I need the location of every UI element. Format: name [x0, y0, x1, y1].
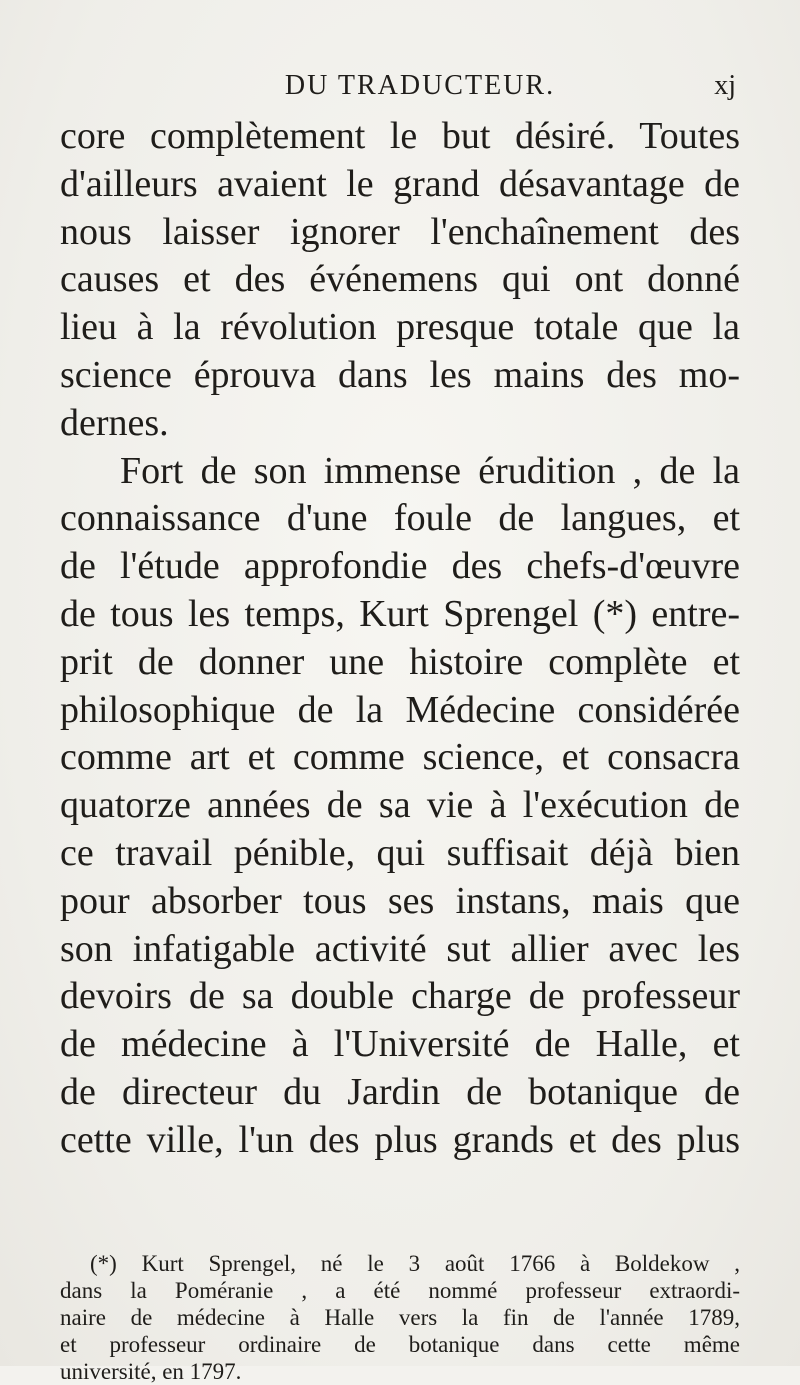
footnote: [60, 1250, 740, 1385]
text-line: connaissance d'une foule de langues, et: [60, 497, 740, 540]
text-line: prit de donner une histoire complète et: [60, 640, 740, 683]
footnote-line: naire de médecine à Halle vers la fin de l'année 1789,: [60, 1305, 740, 1330]
text-line: philosophique de la Médecine considérée: [60, 688, 740, 731]
text-line: Fort de son immense érudition , de la: [120, 449, 740, 492]
running-head: [60, 70, 740, 110]
text-line: causes et des événemens qui ont donné: [60, 258, 740, 301]
text-line: devoirs de sa double charge de professeur: [60, 975, 740, 1018]
text-line: core complètement le but désiré. Toutes: [60, 115, 740, 157]
footnote-line: (*) Kurt Sprengel, né le 3 août 1766 à Boldekow ,: [90, 1251, 740, 1276]
text-line: ce travail pénible, qui suffisait déjà bien: [60, 831, 740, 874]
text-line: quatorze années de sa vie à l'exécution de: [60, 784, 740, 827]
text-line: de médecine à l'Université de Halle, et: [60, 1023, 740, 1066]
text-line: d'ailleurs avaient le grand désavantage de: [60, 162, 740, 205]
footnote-line: université, en 1797.: [60, 1359, 242, 1384]
text-line: son infatigable activité sut allier avec les: [60, 927, 740, 970]
text-line: de tous les temps, Kurt Sprengel (*) entre-: [60, 592, 740, 635]
running-title: DU TRADUCTEUR.: [284, 70, 556, 101]
text-line: science éprouva dans les mains des mo-: [60, 353, 740, 396]
footnote-line: dans la Poméranie , a été nommé professeur extraordi-: [60, 1278, 740, 1303]
footnote-line: et professeur ordinaire de botanique dans cette même: [60, 1332, 740, 1357]
page-number: xj: [714, 70, 736, 101]
text-line: dernes.: [60, 401, 169, 444]
body-text: [60, 113, 740, 1165]
text-line: de l'étude approfondie des chefs-d'œuvre: [60, 545, 740, 588]
text-line: nous laisser ignorer l'enchaînement des: [60, 210, 740, 253]
text-line: cette ville, l'un des plus grands et des plus: [60, 1118, 740, 1161]
text-line: pour absorber tous ses instans, mais que: [60, 879, 740, 922]
text-line: lieu à la révolution presque totale que la: [60, 306, 740, 349]
text-line: de directeur du Jardin de botanique de: [60, 1070, 740, 1113]
text-line: comme art et comme science, et consacra: [60, 736, 740, 779]
